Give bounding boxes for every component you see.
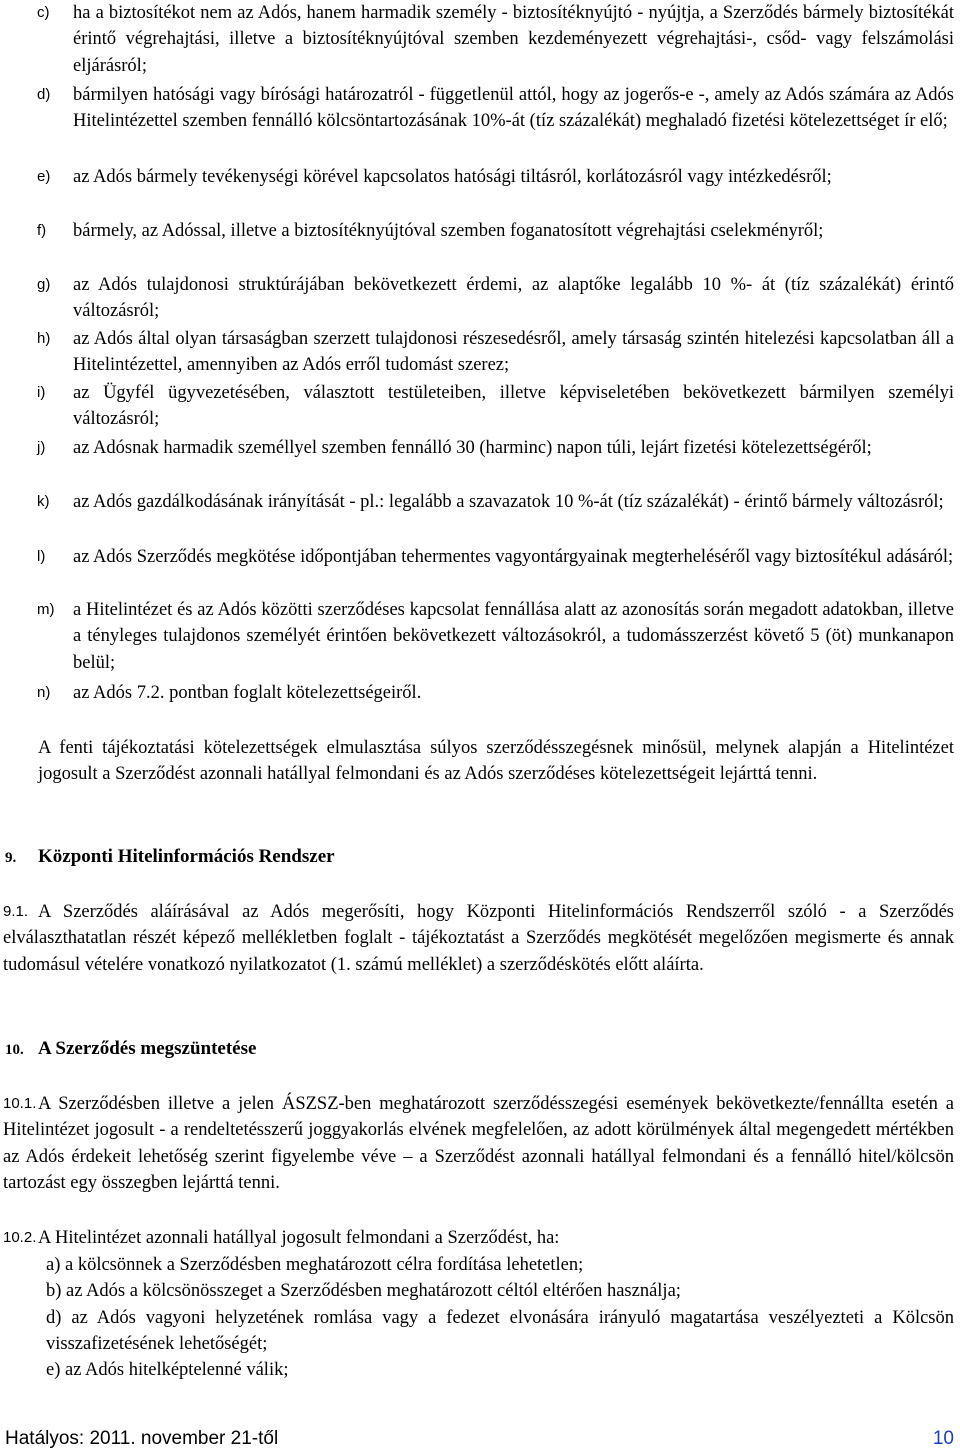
list-item-text: az Adós 7.2. pontban foglalt kötelezettségeiről. — [73, 683, 422, 703]
footer-effective-date: Hatályos: 2011. november 21-től — [5, 1428, 279, 1449]
list-item-letter: j) — [37, 439, 46, 456]
section-9-heading — [5, 846, 335, 868]
clause-number: 10.2. — [3, 1229, 37, 1246]
list-item-m — [38, 597, 954, 676]
list-item-text: az Adós Szerződés megkötése időpontjában tehermentes vagyontárgyainak megterheléséről vagy biztosítékul adásáról; — [73, 547, 954, 567]
list-item-text: az Ügyfél ügyvezetésében, választott testületeiben, illetve képviseletében bekövetkezett bármilyen személyi változásról; — [73, 383, 954, 430]
clause-10-1 — [3, 1091, 954, 1196]
list-item-l — [38, 544, 954, 570]
list-item-e — [38, 164, 954, 190]
closing-paragraph: A fenti tájékoztatási kötelezettségek elmulasztása súlyos szerződésszegésnek minősül, melynek alapján a Hitelintézet jogosult a Szerződést azonnali hatállyal felmondani és az Adós szerződéses kötelezettségeit lejárttá tenni. — [38, 738, 954, 785]
list-item-i — [38, 380, 954, 433]
list-item-f — [38, 218, 954, 244]
section-number: 10. — [5, 1042, 24, 1058]
list-item-g — [38, 272, 954, 325]
section-title: A Szerződés megszüntetése — [38, 1038, 257, 1059]
termination-reasons — [38, 1252, 954, 1383]
list-item-text: ha a biztosítékot nem az Adós, hanem harmadik személy - biztosítéknyújtó - nyújtja, a Szerződés bármely biztosítékát érintő végrehajtási, illetve a biztosítéknyújtóval szemben kezdeményezett végrehajtási-, csőd- vagy felszámolási eljárásról; — [73, 3, 954, 76]
list-item-c — [38, 0, 954, 79]
list-item-d — [38, 82, 954, 135]
list-item-letter: e) — [37, 168, 51, 185]
list-item-text: az Adós gazdálkodásának irányítását - pl.: legalább a szavazatok 10 %-át (tíz százalékát) - érintő bármely változásról; — [73, 492, 944, 512]
clause-9-1 — [3, 899, 954, 978]
list-item-k — [38, 489, 954, 515]
section-10-heading — [5, 1038, 256, 1060]
section-title: Központi Hitelinformációs Rendszer — [38, 846, 335, 867]
list-item-text: az Adós által olyan társaságban szerzett tulajdonosi részesedésről, amely társaság szintén hitelezési kapcsolatban áll a Hitelintézettel, amennyiben az Adós erről tudomást szerez; — [73, 329, 954, 376]
list-item-text: bármilyen hatósági vagy bírósági határozatról - függetlenül attól, hogy az jogerős-e -, amely az Adós számára az Adós Hitelintézettel szemben fennálló kölcsöntartozásának 10%-át (tíz százalékát) meghaladó fizetési kötelezettséget ír elő; — [73, 85, 954, 132]
list-item-text: bármely, az Adóssal, illetve a biztosítéknyújtóval szemben foganatosított végrehajtási cselekményről; — [73, 221, 824, 241]
list-item-letter: i) — [37, 384, 46, 401]
clause-text: A Szerződés aláírásával az Adós megerősíti, hogy Központi Hitelinformációs Rendszerről szóló - a Szerződés elválaszthatatlan részét képező mellékletben foglalt - tájékoztatást a Szerződés megkötését megelőzően megismerte és annak tudomásul vételére vonatkozó nyilatkozatot (1. számú melléklet) a szerződéskötés előtt aláírta. — [3, 902, 954, 975]
clause-text: A Szerződésben illetve a jelen ÁSZSZ-ben meghatározott szerződésszegési események bekövetkezte/fennállta esetén a Hitelintézet jogosult - a rendeltetésszerű joggyakorlás elvének megfelelően, az adott körülmények által megengedett mértékben az Adós érdekeit lehetőség szerint figyelembe véve – a Szerződést azonnali hatállyal felmondani és a fennálló hitel/kölcsön tartozást egy összegben lejárttá tenni. — [3, 1094, 954, 1193]
list-item-text: a Hitelintézet és az Adós közötti szerződéses kapcsolat fennállása alatt az azonosítás során megadott adatokban, illetve a tényleges tulajdonos személyét érintően bekövetkezett változásokról, a tudomásszerzést követő 5 (öt) munkanapon belül; — [73, 600, 954, 673]
list-item-text: az Adós tulajdonosi struktúrájában bekövetkezett érdemi, az alaptőke legalább 10 %- át (tíz százalékát) érintő változásról; — [73, 275, 954, 322]
list-item-h — [38, 326, 954, 379]
list-item-letter: f) — [37, 222, 47, 239]
reason-item: e) az Adós hitelképtelenné válik; — [46, 1360, 289, 1381]
list-item-letter: k) — [37, 493, 50, 510]
list-item-letter: g) — [37, 276, 51, 293]
section-number: 9. — [5, 850, 17, 866]
list-item-text: az Adósnak harmadik személlyel szemben fennálló 30 (harminc) napon túli, lejárt fizetési kötelezettségéről; — [73, 438, 872, 458]
reason-item: d) az Adós vagyoni helyzetének romlása vagy a fedezet elvonására irányuló magatartása veszélyezteti a Kölcsön visszafizetésének lehetőségét; — [46, 1307, 954, 1354]
clause-number: 9.1. — [3, 903, 29, 920]
list-item-letter: d) — [37, 86, 51, 103]
clause-10-2 — [3, 1225, 954, 1251]
clause-text: A Hitelintézet azonnali hatállyal jogosult felmondani a Szerződést, ha: — [38, 1228, 560, 1248]
page-number: 10 — [932, 1428, 954, 1449]
reason-item: b) az Adós a kölcsönösszeget a Szerződésben meghatározott céltól eltérően használja; — [46, 1281, 681, 1302]
list-item-letter: l) — [37, 548, 46, 565]
reason-item: a) a kölcsönnek a Szerződésben meghatározott célra fordítása lehetetlen; — [46, 1255, 584, 1275]
list-item-letter: n) — [37, 684, 51, 701]
list-item-letter: h) — [37, 330, 51, 347]
list-item-text: az Adós bármely tevékenységi körével kapcsolatos hatósági tiltásról, korlátozásról vagy intézkedésről; — [73, 167, 832, 187]
list-item-j — [38, 435, 954, 461]
list-item-letter: m) — [37, 601, 55, 618]
list-item-letter: c) — [37, 4, 50, 21]
clause-number: 10.1. — [3, 1095, 37, 1112]
list-item-n — [38, 680, 954, 706]
